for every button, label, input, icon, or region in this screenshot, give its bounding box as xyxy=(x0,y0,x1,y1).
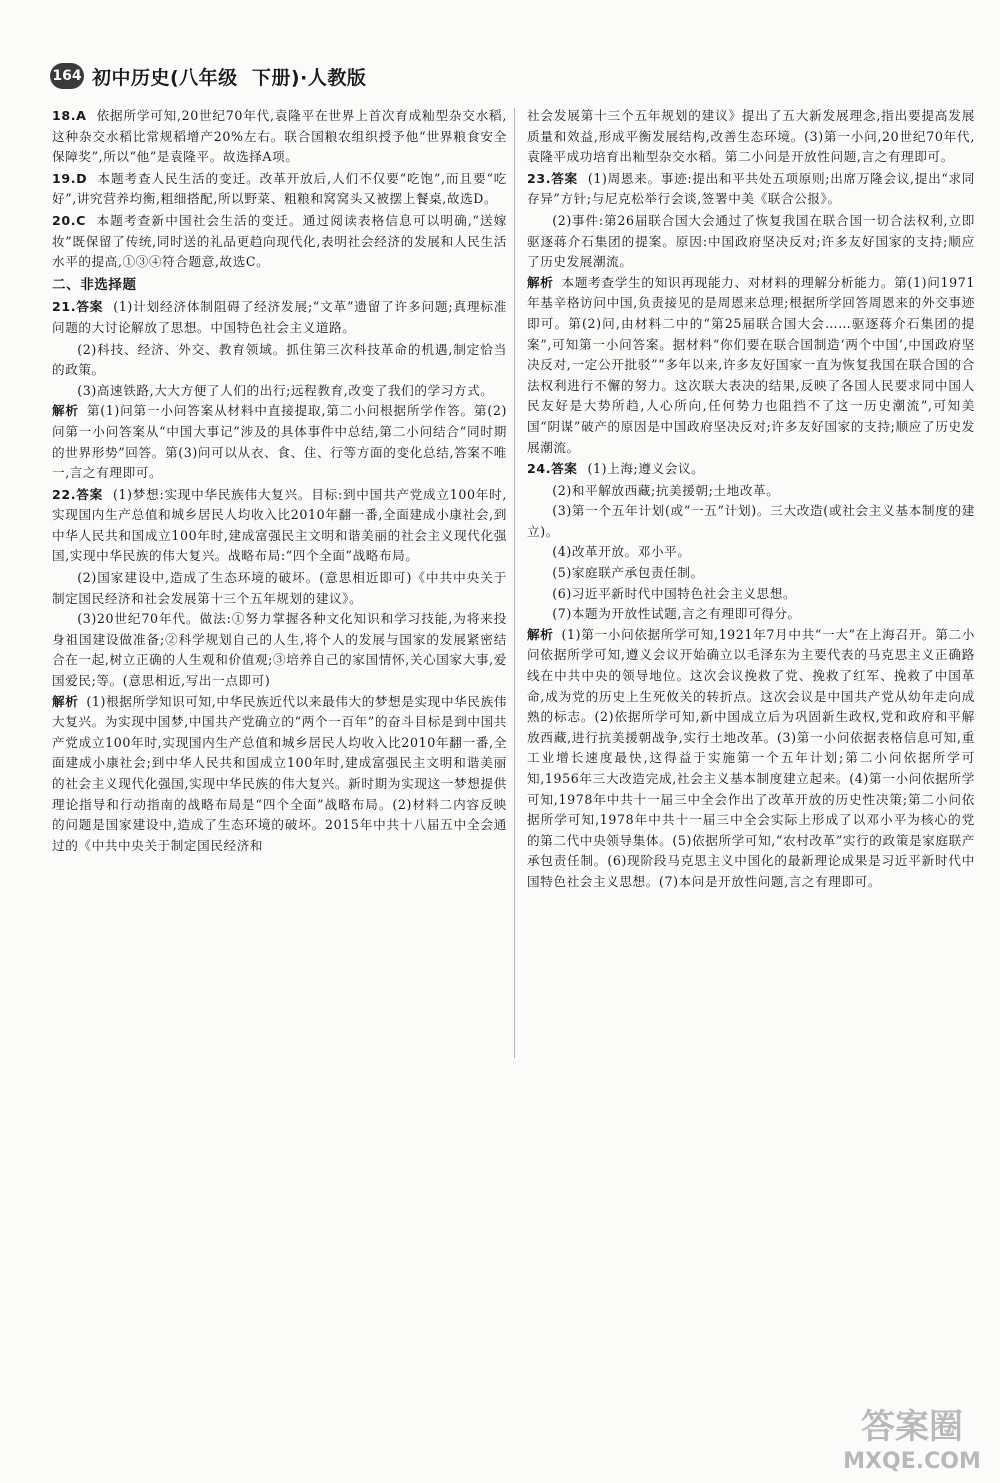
analysis-tag: 解析 xyxy=(527,626,554,642)
analysis-tag: 解析 xyxy=(52,403,79,419)
question-number: 19.D xyxy=(52,170,88,186)
answer-item-24 xyxy=(527,459,975,480)
analysis-24 xyxy=(527,625,975,893)
answer-part-1: (1)周恩来。事迹:提出和平共处五项原则;出席万隆会议,提出“求同存异”方针;与尼克松举行会谈,签署中美《联合公报》。 xyxy=(527,170,975,207)
page-header xyxy=(50,58,470,94)
answer-part-4: (4)改革开放。邓小平。 xyxy=(552,544,691,560)
answer-part-3: (3)第一个五年计划(或“一五”计划)。三大改造(或社会主义基本制度的建立)。 xyxy=(527,503,975,539)
analysis-tag: 解析 xyxy=(52,693,79,709)
answer-item-20 xyxy=(52,211,507,273)
answer-part-2: (2)事件:第26届联合国大会通过了恢复我国在联合国一切合法权利,立即驱逐蒋介石集团的提案。原因:中国政府坚决反对;许多友好国家的支持;顺应了历史发展潮流。 xyxy=(527,212,975,270)
analysis-tag: 解析 xyxy=(527,274,554,290)
watermark-logo xyxy=(832,1396,992,1476)
right-column xyxy=(527,106,975,894)
answer-part-1: (1)梦想:实现中华民族伟大复兴。目标:到中国共产党成立100年时,实现国内生产总值和城乡居民人均收入比2010年翻一番,全面建成小康社会,到中华人民共和国成立100年时,建成富强民主文明和谐美丽的社会主义现代化强国,实现中华民族的伟大复兴。战略布局:“四个全面”战略布局。 xyxy=(52,486,508,564)
answer-part-2: (2)科技、经济、外交、教育领域。抓住第三次科技革命的机遇,制定恰当的政策。 xyxy=(52,341,507,378)
column-divider xyxy=(514,108,515,1058)
question-number: 24.答案 xyxy=(527,461,578,477)
answer-text: 本题考查人民生活的变迁。改革开放后,人们不仅要“吃饱”,而且要“吃好”,讲究营养均衡,粗细搭配,所以野菜、粗粮和窝窝头又被摆上餐桌,故选D。 xyxy=(52,170,507,207)
answer-text: 依据所学可知,20世纪70年代,袁隆平在世界上首次育成籼型杂交水稻,这种杂交水稻比常规稻增产20%左右。联合国粮农组织授予他“世界粮食安全保障奖”,所以“他”是袁隆平。故选择A项。 xyxy=(52,108,507,165)
answer-item-21 xyxy=(52,297,507,338)
analysis-22-continued: 社会发展第十三个五年规划的建议》提出了五大新发展理念,指出要提高发展质量和效益,形成平衡发展结构,改善生态环境。(3)第一小问,20世纪70年代,袁隆平成功培育出籼型杂交水稻。第二小问是开放性问题,言之有理即可。 xyxy=(527,108,975,165)
question-number: 21.答案 xyxy=(52,299,104,315)
answer-part-6: (6)习近平新时代中国特色社会主义思想。 xyxy=(552,585,797,601)
question-number: 18.A xyxy=(52,108,87,123)
book-title: 初中历史(八年级 下册)·人教版 xyxy=(92,66,367,89)
left-column xyxy=(52,106,507,857)
watermark-url: MXQE.COM xyxy=(843,1449,981,1474)
answer-part-5: (5)家庭联产承包责任制。 xyxy=(552,565,704,581)
analysis-text: (1)根据所学知识可知,中华民族近代以来最伟大的梦想是实现中华民族伟大复兴。为实现中国梦,中国共产党确立的“两个一百年”的奋斗目标是到中国共产党成立100年时,实现国内生产总值和城乡居民人均收入比2010年翻一番,全面建成小康社会;到中华人民共和国成立100年时,建成富强民主文明和谐美丽的社会主义现代化强国,实现中华民族的伟大复兴。新时期为实现这一梦想提供理论指导和行动指南的战略布局是“四个全面”战略布局。(2)材料二内容反映的问题是国家建设中,造成了生态环境的破坏。2015年中共十八届五中全会通过的《中共中央关于制定国民经济和 xyxy=(52,693,507,853)
answer-part-1: (1)计划经济体制阻碍了经济发展;“文革”遗留了许多问题;真理标准问题的大讨论解放了思想。中国特色社会主义道路。 xyxy=(52,299,507,335)
answer-item-22 xyxy=(52,485,507,567)
question-number: 20.C xyxy=(52,212,86,228)
answer-item-19 xyxy=(52,169,507,210)
analysis-21 xyxy=(52,401,507,483)
page-number-badge: 164 xyxy=(50,63,84,89)
analysis-23 xyxy=(527,273,975,458)
answer-part-1: (1)上海;遵义会议。 xyxy=(587,461,705,477)
analysis-text: 第(1)问第一小问答案从材料中直接提取,第二小问根据所学作答。第(2)问第一小问答案从“中国大事记”涉及的具体事件中总结,第二小问结合“同时期的世界形势”回答。第(3)问可以从衣、食、住、行等方面的变化总结,答案不唯一,言之有理即可。 xyxy=(52,403,507,481)
answer-part-2: (2)国家建设中,造成了生态环境的破坏。(意思相近即可)《中共中央关于制定国民经济和社会发展第十三个五年规划的建议》。 xyxy=(52,570,507,606)
question-number: 22.答案 xyxy=(52,486,103,502)
analysis-22 xyxy=(52,692,507,857)
section-title: 二、非选择题 xyxy=(52,276,137,293)
question-number: 23.答案 xyxy=(527,170,578,186)
answer-part-7: (7)本题为开放性试题,言之有理即可得分。 xyxy=(552,606,801,622)
analysis-text: (1)第一小问依据所学可知,1921年7月中共“一大”在上海召开。第二小问依据所学可知,遵义会议开始确立以毛泽东为主要代表的马克思主义正确路线在中共中央的领导地位。这次会议挽救了党、挽救了红军、挽救了中国革命,成为党的历史上生死攸关的转折点。这次会议是中国共产党从幼年走向成熟的标志。(2)依据所学可知,新中国成立后为巩固新生政权,党和政府和平解放西藏,进行抗美援朝战争,实行土地改革。(3)第一小问依据表格信息可知,重工业增长速度最快,这得益于实施第一个五年计划;第二小问依据所学可知,1956年三大改造完成,社会主义基本制度建立起来。(4)第一小问依据所学可知,1978年中共十一届三中全会作出了改革开放的历史性决策;第二小问依据所学可知,1978年中共十一届三中全会实际上形成了以邓小平为核心的党的第二代中央领导集体。(5)依据所学可知,“农村改革”实行的政策是家庭联产承包责任制。(6)现阶段马克思主义中国化的最新理论成果是习近平新时代中国特色社会主义思想。(7)本问是开放性问题,言之有理即可。 xyxy=(527,626,975,889)
answer-part-3: (3)20世纪70年代。做法:①努力掌握各种文化知识和学习技能,为将来投身祖国建设做准备;②科学规划自己的人生,将个人的发展与国家的发展紧密结合在一起,树立正确的人生观和价值观;③培养自己的家国情怀,关心国家大事,爱国爱民;等。(意思相近,写出一点即可) xyxy=(52,611,507,689)
answer-part-2: (2)和平解放西藏;抗美援朝;土地改革。 xyxy=(552,482,780,498)
answer-text: 本题考查新中国社会生活的变迁。通过阅读表格信息可以明确,“送嫁妆”既保留了传统,同时送的礼品更趋向现代化,表明社会经济的发展和人民生活水平的提高,①③④符合题意,故选C。 xyxy=(52,212,507,270)
answer-item-23 xyxy=(527,169,975,210)
watermark-title: 答案圈 xyxy=(861,1407,963,1447)
analysis-text: 本题考查学生的知识再现能力、对材料的理解分析能力。第(1)问1971年基辛格访问中国,负责接见的是周恩来总理;根据所学回答周恩来的外交事迹即可。第(2)问,由材料二中的“第25届联合国大会……驱逐蒋介石集团的提案”,可知第一小问答案。据材料“你们要在联合国制造‘两个中国’,中国政府坚决反对,一定公开批驳”“多年以来,许多友好国家一直为恢复我国在联合国的合法权利进行不懈的努力。这次联大表决的结果,反映了各国人民要求同中国人民友好是大势所趋,人心所向,任何势力也阻挡不了这一历史潮流”,可知美国“阴谋”破产的原因是中国政府坚决反对;许多友好国家的支持;顺应了历史发展潮流。 xyxy=(527,274,975,455)
answer-part-3: (3)高速铁路,大大方便了人们的出行;远程教育,改变了我们的学习方式。 xyxy=(77,382,494,398)
answer-item-18 xyxy=(52,106,507,168)
